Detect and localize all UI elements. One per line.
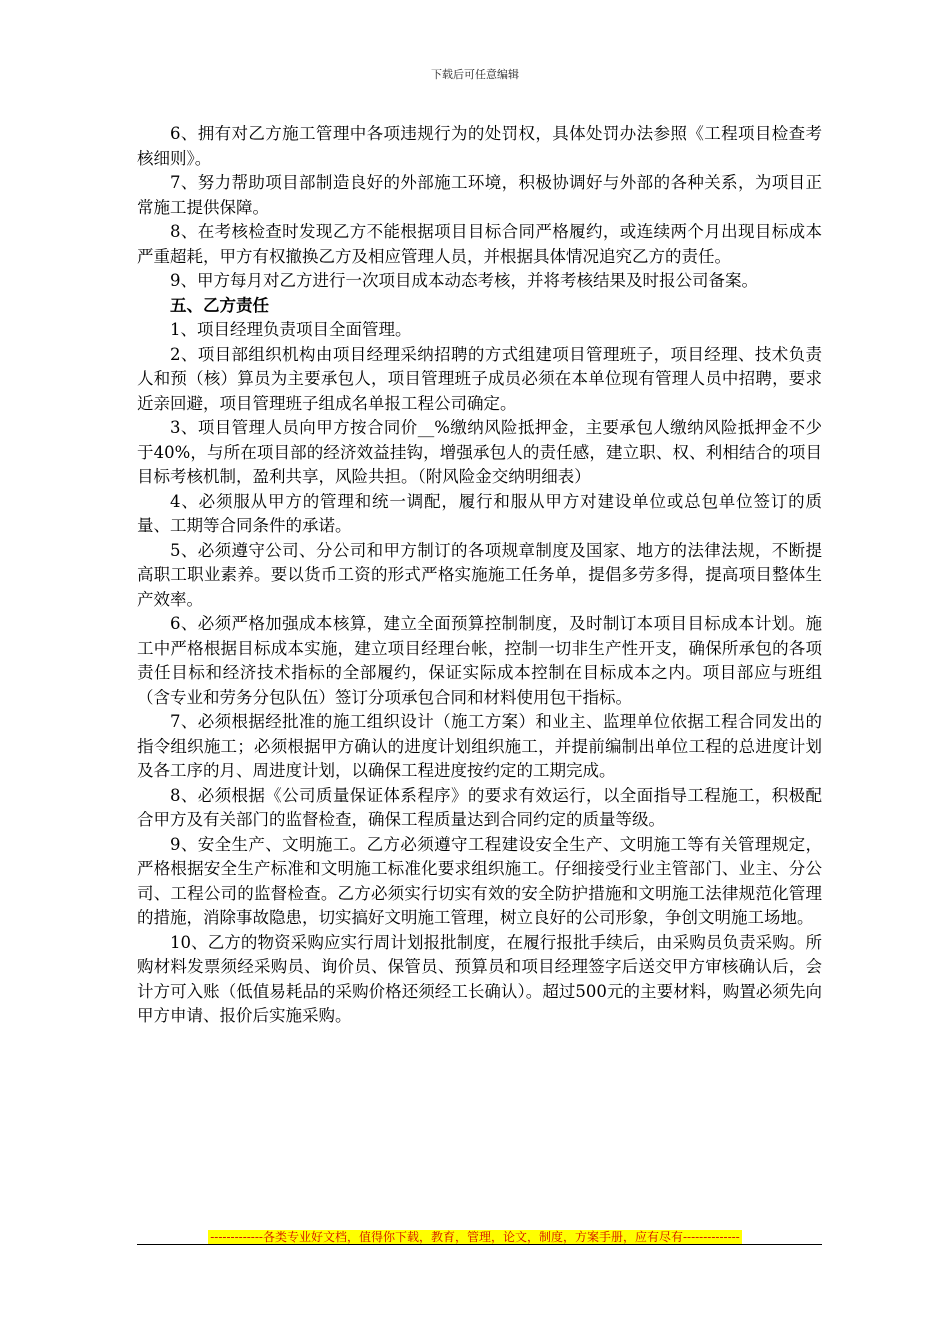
- paragraph: 9、安全生产、文明施工。乙方必须遵守工程建设安全生产、文明施工等有关管理规定，严格根据安全生产标准和文明施工标准化要求组织施工。仔细接受行业主管部门、业主、分公司、工程公司的监督检查。乙方必须实行切实有效的安全防护措施和文明施工法律规范化管理的措施，消除事故隐患，切实搞好文明施工管理，树立良好的公司形象，争创文明施工场地。: [137, 834, 822, 927]
- paragraph: 9、甲方每月对乙方进行一次项目成本动态考核，并将考核结果及时报公司备案。: [170, 271, 758, 290]
- paragraph: 8、在考核检查时发现乙方不能根据项目目标合同严格履约，或连续两个月出现目标成本严重超耗，甲方有权撤换乙方及相应管理人员，并根据具体情况追究乙方的责任。: [137, 222, 822, 266]
- section-heading: 五、乙方责任: [170, 295, 269, 315]
- paragraph: 6、必须严格加强成本核算，建立全面预算控制制度，及时制订本项目目标成本计划。施工中严格根据目标成本实施，建立项目经理台帐，控制一切非生产性开支，确保所承包的各项责任目标和经济技术指标的全部履约，保证实际成本控制在目标成本之内。项目部应与班组（含专业和劳务分包队伍）签订分项承包合同和材料使用包干指标。: [137, 614, 822, 707]
- page-header: 下载后可任意编辑: [431, 68, 519, 81]
- document-body: [137, 122, 822, 1029]
- paragraph: 7、必须根据经批准的施工组织设计（施工方案）和业主、监理单位依据工程合同发出的指令组织施工；必须根据甲方确认的进度计划组织施工，并提前编制出单位工程的总进度计划及各工序的月、周进度计划，以确保工程进度按约定的工期完成。: [137, 712, 822, 780]
- paragraph: 5、必须遵守公司、分公司和甲方制订的各项规章制度及国家、地方的法律法规，不断提高职工职业素养。要以货币工资的形式严格实施施工任务单，提倡多劳多得，提高项目整体生产效率。: [137, 540, 822, 609]
- paragraph: 10、乙方的物资采购应实行周计划报批制度，在履行报批手续后，由采购员负责采购。所购材料发票须经采购员、询价员、保管员、预算员和项目经理签字后送交甲方审核确认后，会计方可入账（低值易耗品的采购价格还须经工长确认）。超过500元的主要材料，购置必须先向甲方申请、报价后实施采购。: [137, 932, 822, 1025]
- paragraph: 4、必须服从甲方的管理和统一调配，履行和服从甲方对建设单位或总包单位签订的质量、工期等合同条件的承诺。: [137, 491, 822, 535]
- paragraph: 6、拥有对乙方施工管理中各项违规行为的处罚权，具体处罚办法参照《工程项目检查考核细则》。: [137, 124, 822, 168]
- footer-banner-text: -------------各类专业好文档，值得你下载，教育，管理，论文，制度，方案手册，应有尽有--------------: [210, 1230, 740, 1244]
- footer-divider: [137, 1244, 822, 1245]
- paragraph: 3、项目管理人员向甲方按合同价__%缴纳风险抵押金，主要承包人缴纳风险抵押金不少于40%，与所在项目部的经济效益挂钩，增强承包人的责任感，建立职、权、利相结合的项目目标考核机制，盈利共享，风险共担。（附风险金交纳明细表）: [137, 418, 822, 486]
- paragraph: 7、努力帮助项目部制造良好的外部施工环境，积极协调好与外部的各种关系，为项目正常施工提供保障。: [137, 173, 822, 217]
- paragraph: 2、项目部组织机构由项目经理采纳招聘的方式组建项目管理班子，项目经理、技术负责人和预（核）算员为主要承包人，项目管理班子成员必须在本单位现有管理人员中招聘，要求近亲回避，项目管理班子组成名单报工程公司确定。: [137, 344, 822, 413]
- paragraph: 8、必须根据《公司质量保证体系程序》的要求有效运行，以全面指导工程施工，积极配合甲方及有关部门的监督检查，确保工程质量达到合同约定的质量等级。: [137, 785, 822, 829]
- paragraph: 1、项目经理负责项目全面管理。: [170, 320, 412, 339]
- footer-banner: [0, 1226, 950, 1245]
